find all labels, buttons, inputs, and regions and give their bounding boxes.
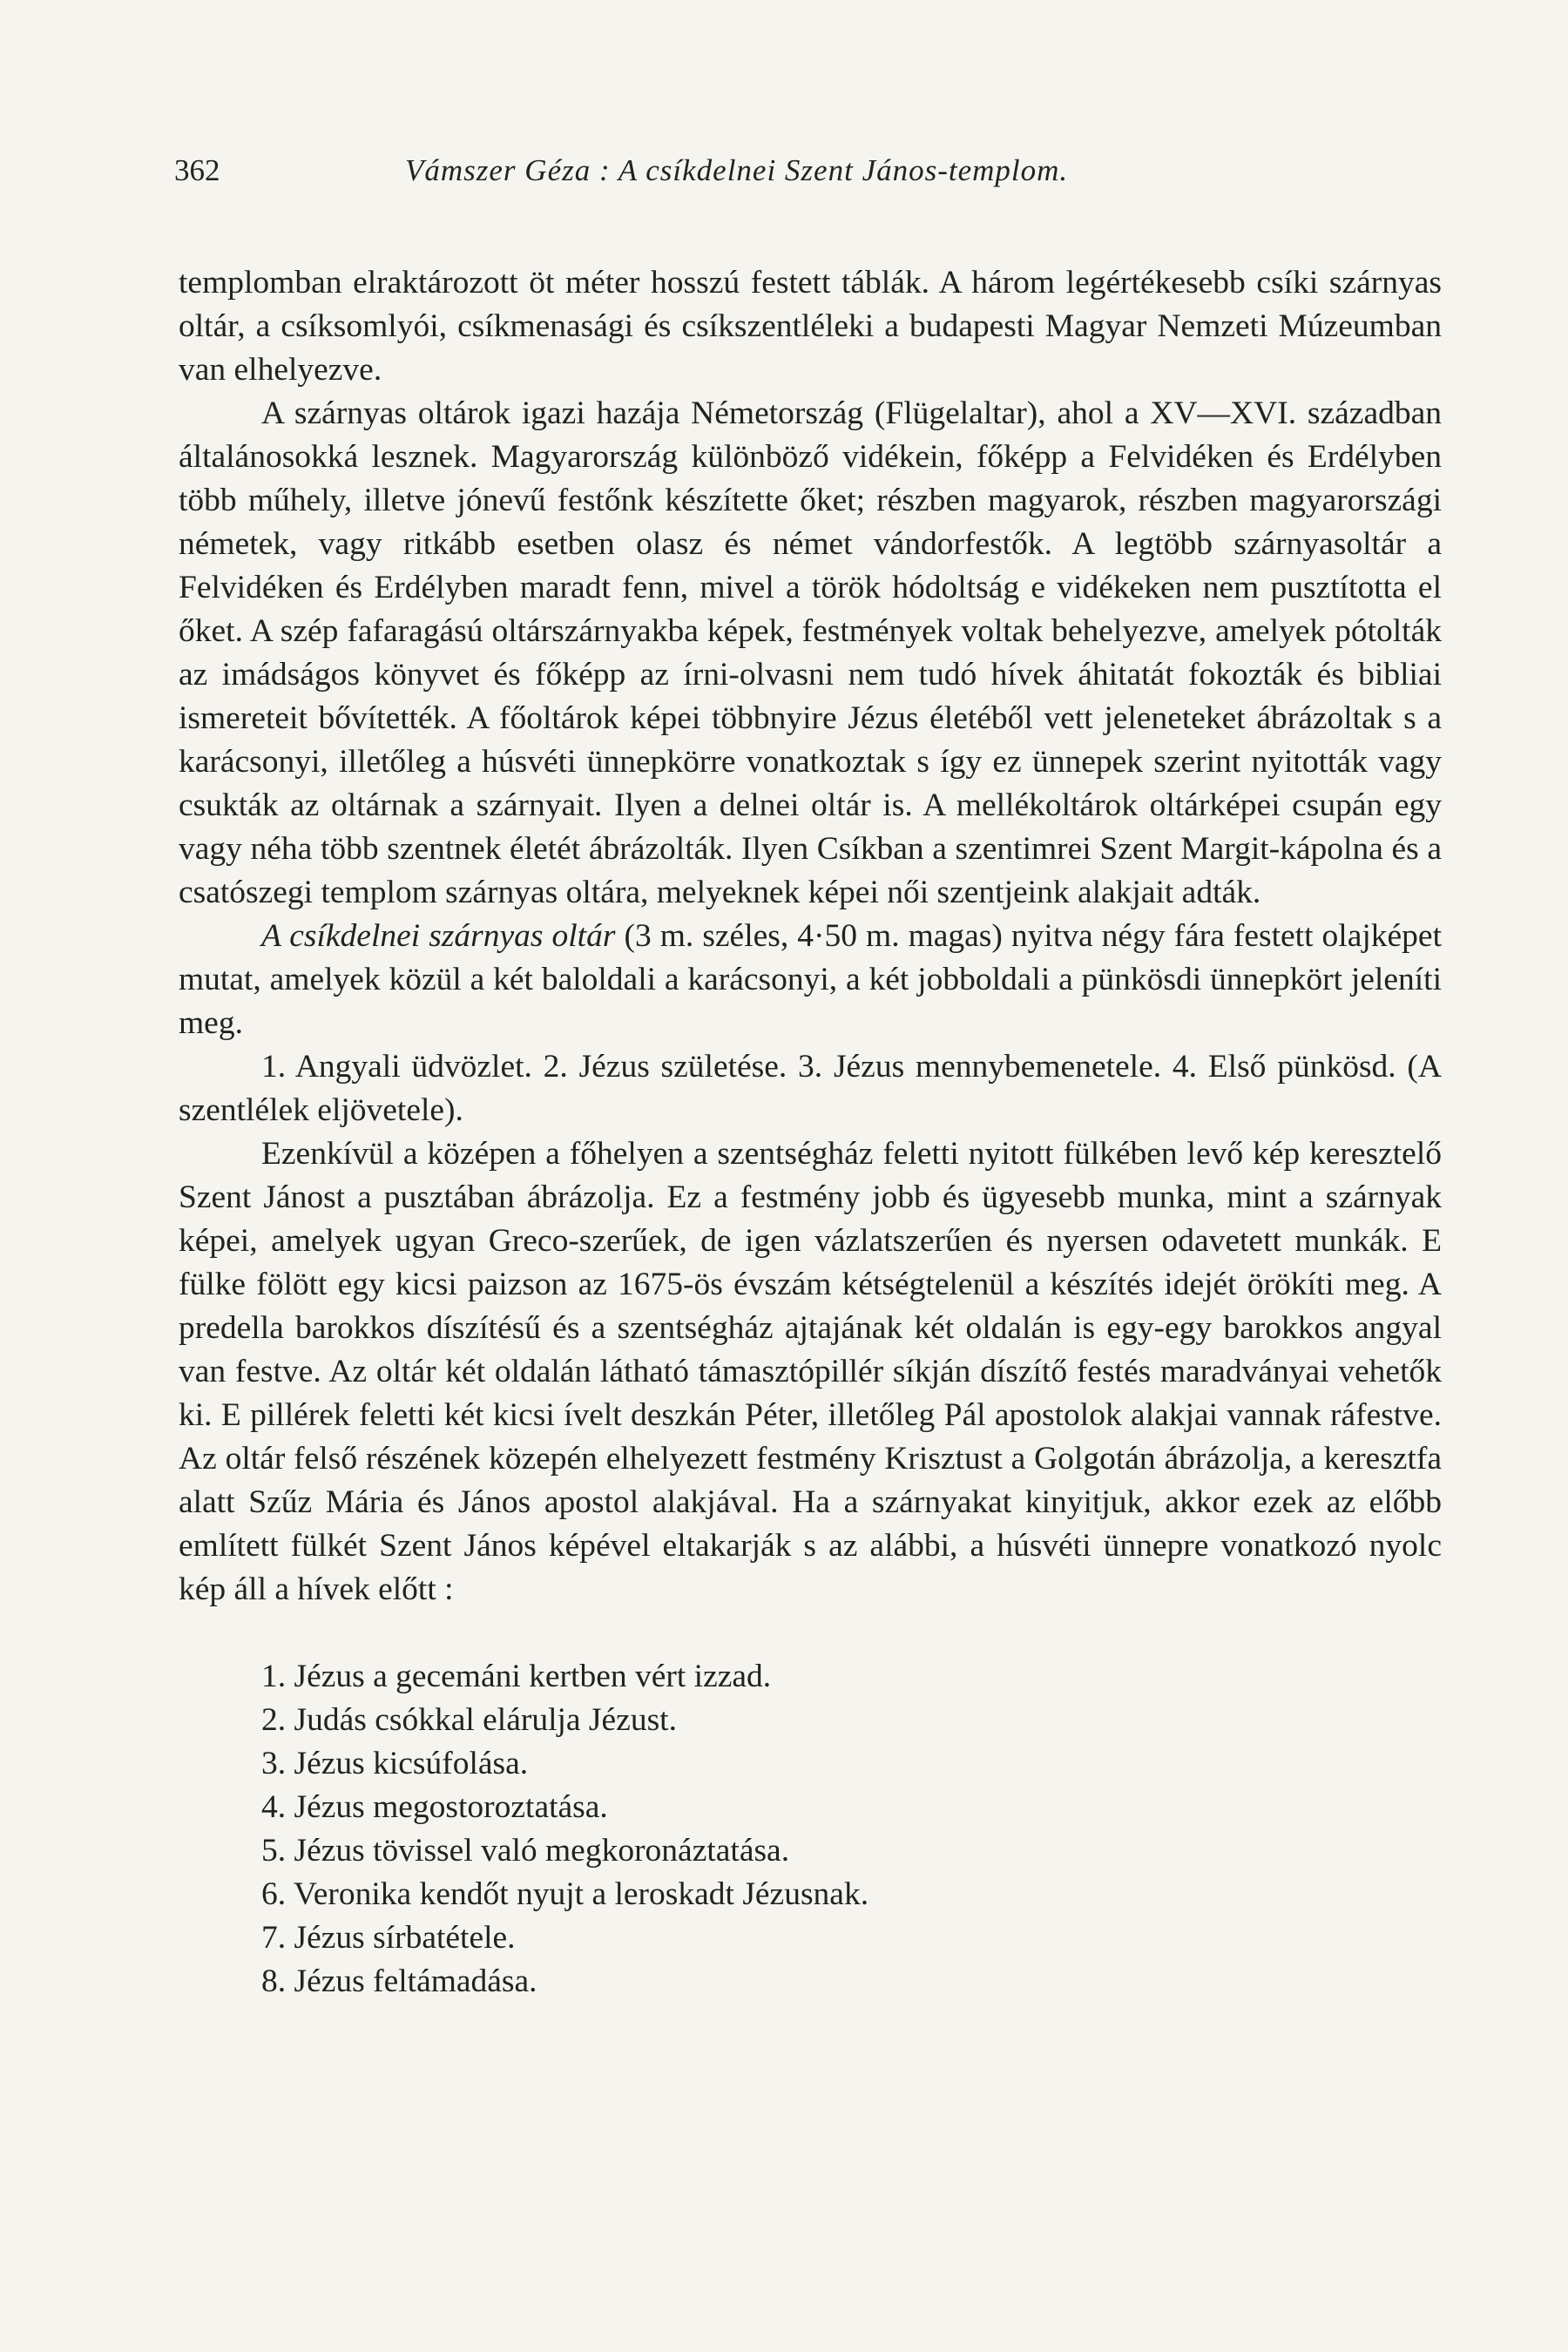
paragraph-panel-list: 1. Angyali üdvözlet. 2. Jézus születése. 3. Jézus mennybemenetele. 4. Első pünkösd. (A szentlélek eljövetele).	[179, 1049, 1442, 1128]
delne-altar-description: (3 m. széles, 4·50 m. magas) nyitva négy fára festett olajképet mutat, amelyek közül a két baloldali a karácsonyi, a két jobboldali a pünkösdi ünnepkört jeleníti meg.	[179, 918, 1442, 1041]
list-item: 2. Judás csókkal elárulja Jézust.	[261, 1702, 677, 1738]
page-header	[174, 146, 1437, 195]
list-item: 1. Jézus a gecemáni kertben vért izzad.	[261, 1659, 772, 1694]
list-item: 7. Jézus sírbatétele.	[261, 1920, 516, 1956]
paragraph-delne-altar	[179, 915, 1442, 1045]
paragraph-continuation: templomban elraktározott öt méter hosszú festett táblák. A három legértékesebb csíki szárnyas oltár, a csíksomlyói, csíkmenasági és csíkszentléleki a budapesti Magyar Nemzeti Múzeumban van elhelyezve.	[179, 265, 1442, 388]
page-text	[179, 261, 1442, 2004]
page-number: 362	[174, 153, 220, 187]
list-item: 5. Jézus tövissel való megkoronáztatása.	[261, 1833, 790, 1869]
list-item: 8. Jézus feltámadása.	[261, 1963, 537, 1999]
paragraph-altars-origin: A szárnyas oltárok igazi hazája Németország (Flügelaltar), ahol a XV—XVI. században általánosokká lesznek. Magyarország különböző vidékein, főképp a Felvidéken és Erdélyben több műhely, illetve jónevű festőnk készítette őket; részben magyarok, részben magyarországi németek, vagy ritkább esetben olasz és német vándorfestők. A legtöbb szárnyasoltár a Felvidéken és Erdélyben maradt fenn, mivel a török hódoltság e vidékeken nem pusztította el őket. A szép fafaragású oltárszárnyakba képek, festmények voltak behelyezve, amelyek pótolták az imádságos könyvet és főképp az írni-olvasni nem tudó hívek áhitatát fokozták és bibliai ismereteit bővítették. A főoltárok képei többnyire Jézus életéből vett jeleneteket ábrázoltak s a karácsonyi, illetőleg a húsvéti ünnepkörre vonatkoztak s így ez ünnepek szerint nyitották vagy csukták az oltárnak a szárnyait. Ilyen a delnei oltár is. A mellékoltárok oltárképei csupán egy vagy néha több szentnek életét ábrázolták. Ilyen Csíkban a szentimrei Szent Margit-kápolna és a csatószegi templom szárnyas oltára, melyeknek képei női szentjeink alakjait adták.	[179, 395, 1442, 910]
delne-altar-title: A csíkdelnei szárnyas oltár	[261, 918, 616, 954]
list-item: 4. Jézus megostoroztatása.	[261, 1789, 608, 1825]
list-item: 6. Veronika kendőt nyujt a leroskadt Jézusnak.	[261, 1876, 869, 1912]
paragraph-center-niche: Ezenkívül a középen a főhelyen a szentségház feletti nyitott fülkében levő kép keresztelő Szent Jánost a pusztában ábrázolja. Ez a festmény jobb és ügyesebb munka, mint a szárnyak képei, amelyek ugyan Greco-szerűek, de igen vázlatszerűen és nyersen odavetett munkák. E fülke fölött egy kicsi paizson az 1675-ös évszám kétségtelenül a készítés idejét örökíti meg. A predella barokkos díszítésű és a szentségház ajtajának két oldalán is egy-egy barokkos angyal van festve. Az oltár két oldalán látható támasztópillér síkján díszítő festés maradványai vehetők ki. E pillérek feletti két kicsi ívelt deszkán Péter, illetőleg Pál apostolok alakjai vannak ráfestve. Az oltár felső részének közepén elhelyezett festmény Krisztust a Golgotán ábrázolja, a keresztfa alatt Szűz Mária és János apostol alakjával. Ha a szárnyakat kinyitjuk, akkor ezek az előbb említett fülkét Szent János képével eltakarják s az alábbi, a húsvéti ünnepre vonatkozó nyolc kép áll a hívek előtt :	[179, 1136, 1442, 1607]
easter-paintings-list	[179, 1655, 1442, 2004]
list-item: 3. Jézus kicsúfolása.	[261, 1746, 529, 1781]
running-title: Vámszer Géza : A csíkdelnei Szent János-templom.	[405, 153, 1069, 187]
